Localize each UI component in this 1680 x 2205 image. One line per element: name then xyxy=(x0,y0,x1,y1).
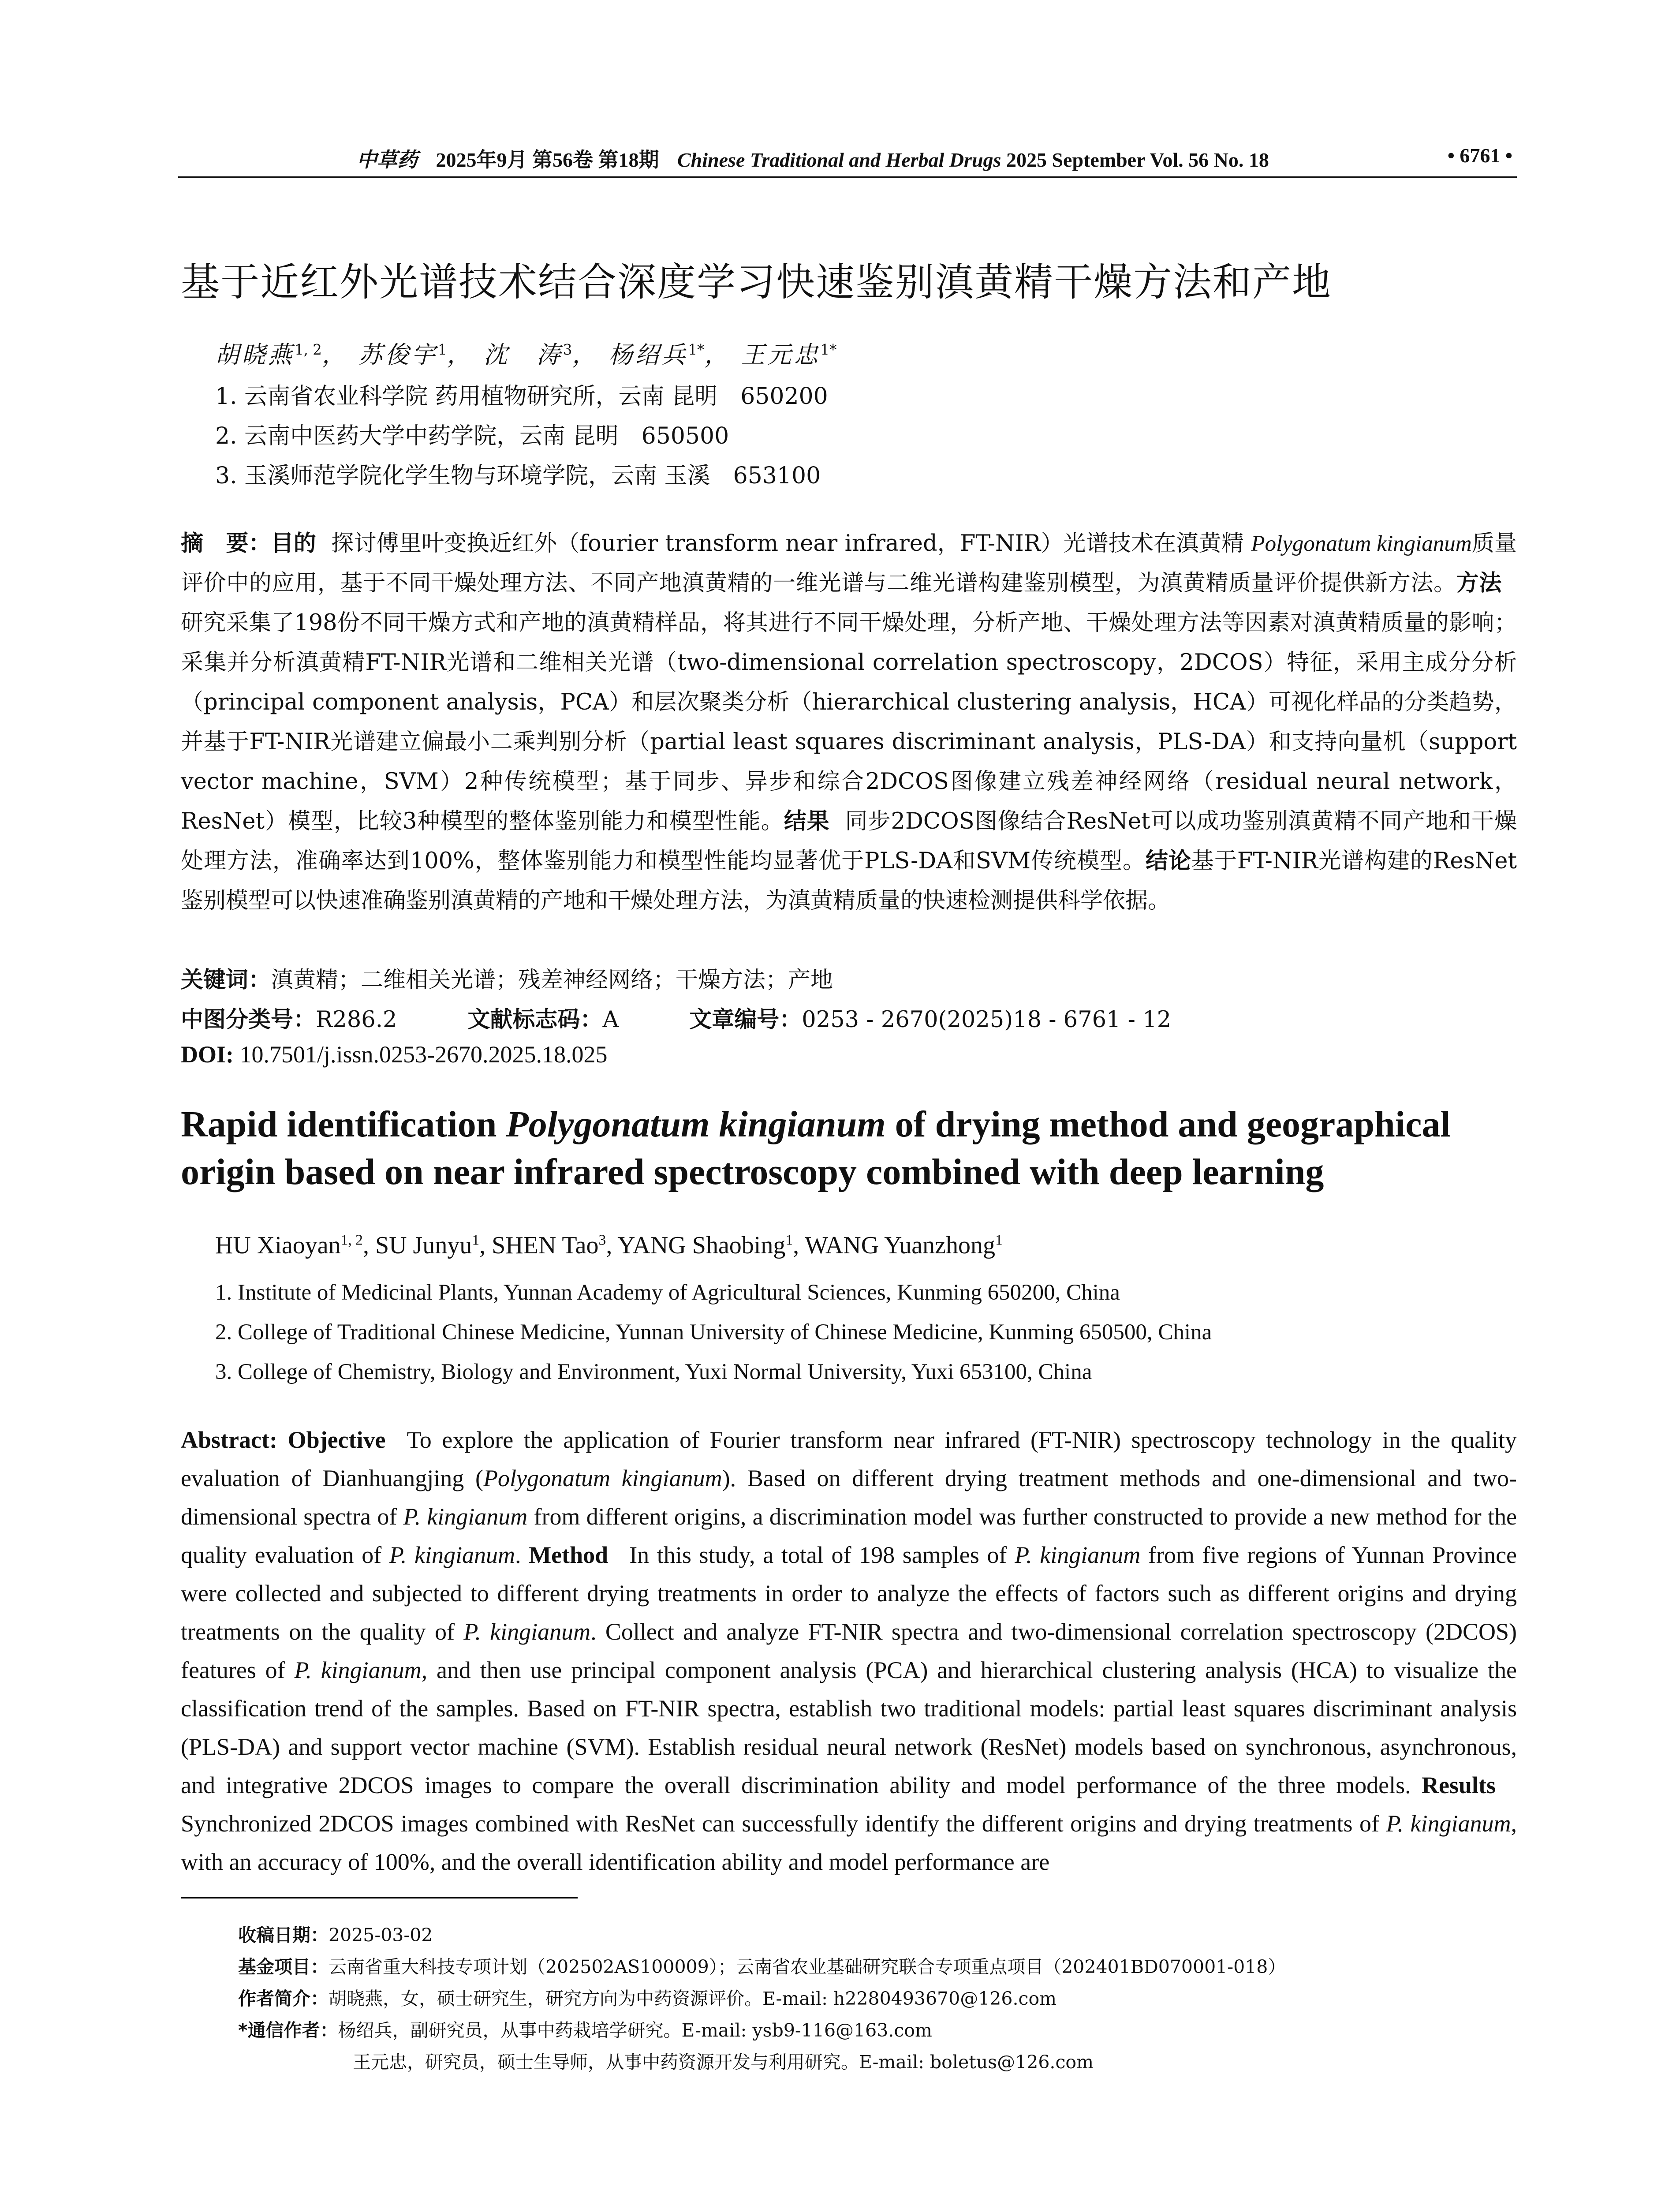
bio-label: 作者简介： xyxy=(238,1988,329,2009)
objective-text-en: from different origins, a discrimination model was further constructed to provide a new method for the quality evaluation of xyxy=(181,1503,1517,1568)
affiliation-en-1: 1. Institute of Medicinal Plants, Yunnan Academy of Agricultural Sciences, Kunming 650200, China xyxy=(215,1280,1120,1305)
author-cn: 沈 涛 xyxy=(483,341,563,369)
latin-name: Polygonatum kingianum xyxy=(483,1465,722,1491)
title-en-part: Rapid identification xyxy=(181,1104,506,1145)
footnote-divider xyxy=(181,1897,578,1899)
latin-name: P. kingianum xyxy=(1386,1810,1511,1837)
bio-value: 胡晓燕，女，硕士研究生，研究方向为中药资源评价。E-mail: h2280493670@126.com xyxy=(329,1988,1057,2009)
journal-name-en: Chinese Traditional and Herbal Drugs xyxy=(677,149,1001,171)
author-en: HU Xiaoyan xyxy=(215,1232,341,1259)
doc-code-value: A xyxy=(602,1007,619,1033)
objective-text-en: ). Based on different drying treatment methods and one-dimensional and two-dimensional spectra of xyxy=(181,1465,1517,1530)
abstract-label-en: Abstract: Objective xyxy=(181,1427,386,1453)
authors-en: HU Xiaoyan$^{1, 2}$, SU Junyu$^1$, SHEN Tao$^3$, YANG Shaobing$^1$, WANG Yuanzhong$^1$ xyxy=(215,1232,1003,1259)
author-bio xyxy=(238,1983,1517,2014)
article-no-label: 文章编号： xyxy=(689,1007,802,1033)
footnotes xyxy=(238,1919,1517,2078)
latin-name: P. kingianum xyxy=(294,1657,422,1683)
method-text-en: In this study, a total of 198 samples of xyxy=(629,1542,1015,1568)
author-cn: 苏俊宇 xyxy=(358,341,438,369)
objective-text-en: . xyxy=(515,1542,521,1568)
author-cn: 王元忠 xyxy=(741,341,821,369)
objective-rest-cn: 质量评价中的应用，基于不同干燥处理方法、不同产地滇黄精的一维光谱与二维光谱构建鉴别模型，为滇黄精质量评价提供新方法。 xyxy=(181,531,1517,596)
running-header-left xyxy=(357,144,1269,173)
results-text-en: , with an accuracy of 100%, and the overall identification ability and model performance are xyxy=(181,1810,1517,1875)
author-affil-sup: 1* xyxy=(688,341,705,358)
affiliation-cn-1: 1. 云南省农业科学院 药用植物研究所，云南 昆明 650200 xyxy=(215,383,828,410)
author-affil-sup: 1, 2 xyxy=(340,1232,363,1248)
author-en: SHEN Tao xyxy=(492,1232,599,1259)
running-header xyxy=(178,144,1517,178)
author-affil-sup: 1 xyxy=(472,1232,480,1248)
author-affil-sup: 1* xyxy=(820,341,837,358)
author-en: YANG Shaobing xyxy=(617,1232,786,1259)
method-label-cn: 方法 xyxy=(1456,570,1502,596)
fund-info xyxy=(238,1951,1517,1983)
results-text-cn: 同步2DCOS图像结合ResNet可以成功鉴别滇黄精不同产地和干燥处理方法，准确率达到100%，整体鉴别能力和模型性能均显著优于PLS-DA和SVM传统模型。 xyxy=(181,808,1517,874)
affiliation-en-2: 2. College of Traditional Chinese Medicine, Yunnan University of Chinese Medicine, Kunming 650500, China xyxy=(215,1320,1212,1345)
objective-text-en: To explore the application of Fourier transform near infrared (FT-NIR) spectroscopy technology in the quality evaluation of Dianhuangjing ( xyxy=(181,1427,1517,1491)
keywords-line xyxy=(181,961,833,994)
author-cn: 杨绍兵 xyxy=(609,341,688,369)
method-text-en: from five regions of Yunnan Province were collected and subjected to different drying treatments in order to analyze the effects of factors such as different origins and drying treatments on the quality of xyxy=(181,1542,1517,1645)
corresponding-author-2: 王元忠，研究员，硕士生导师，从事中药资源开发与利用研究。E-mail: boletus@126.com xyxy=(353,2052,1094,2073)
clc-value: R286.2 xyxy=(316,1007,397,1033)
author-en: WANG Yuanzhong xyxy=(805,1232,996,1259)
author-cn: 胡晓燕 xyxy=(215,341,295,369)
method-text-cn: 研究采集了198份不同干燥方式和产地的滇黄精样品，将其进行不同干燥处理，分析产地、干燥处理方法等因素对滇黄精质量的影响；采集并分析滇黄精FT-NIR光谱和二维相关光谱（two-dimensional correlation spectroscopy，2DCOS）特征，采用主成分分析（principal component analysis，PCA）和层次聚类分析（hierarchical clustering analysis，HCA）可视化样品的分类趋势，并基于FT-NIR光谱建立偏最小二乘判别分析（partial least squares discriminant analysis，PLS-DA）和支持向量机（support vector machine，SVM）2种传统模型；基于同步、异步和综合2DCOS图像建立残差神经网络（residual neural network，ResNet）模型，比较3种模型的整体鉴别能力和模型性能。 xyxy=(181,610,1517,834)
title-en-latin: Polygonatum kingianum xyxy=(506,1104,886,1145)
received-value: 2025-03-02 xyxy=(329,1925,433,1946)
objective-text-cn: 探讨傅里叶变换近红外（fourier transform near infrared，FT-NIR）光谱技术在滇黄精 xyxy=(331,531,1244,557)
doi-value: 10.7501/j.issn.0253-2670.2025.18.025 xyxy=(239,1041,608,1068)
affiliation-cn-3: 3. 玉溪师范学院化学生物与环境学院，云南 玉溪 653100 xyxy=(215,463,821,489)
latin-name: Polygonatum kingianum xyxy=(1251,531,1472,556)
author-affil-sup: 3 xyxy=(563,341,572,358)
doc-code-label: 文献标志码： xyxy=(467,1007,603,1033)
latin-name: P. kingianum xyxy=(463,1618,591,1645)
journal-brand-cn: 中草药 xyxy=(357,148,418,172)
title-cn: 基于近红外光谱技术结合深度学习快速鉴别滇黄精干燥方法和产地 xyxy=(181,259,1332,305)
abstract-en xyxy=(181,1421,1517,1881)
abstract-label-cn: 摘 要： xyxy=(181,531,271,557)
author-affil-sup: 1 xyxy=(437,341,447,358)
results-label-cn: 结果 xyxy=(784,808,830,834)
received-date xyxy=(238,1919,1517,1951)
latin-name: P. kingianum xyxy=(389,1542,515,1568)
page-number: • 6761 • xyxy=(1447,144,1512,167)
article-no-value: 0253 - 2670(2025)18 - 6761 - 12 xyxy=(802,1007,1172,1033)
results-label-en: Results xyxy=(1421,1772,1496,1798)
keywords: 滇黄精；二维相关光谱；残差神经网络；干燥方法；产地 xyxy=(271,967,833,993)
corresponding-author xyxy=(238,2014,1517,2046)
author-affil-sup: 1 xyxy=(995,1232,1003,1248)
received-label: 收稿日期： xyxy=(238,1925,329,1946)
authors-cn: 胡晓燕$^{1, 2}$， 苏俊宇$^1$， 沈 涛$^3$， 杨绍兵$^{1*}$， 王元忠$^{1*}$ xyxy=(215,341,837,369)
conclusion-text-cn: 基于FT-NIR光谱构建的ResNet鉴别模型可以快速准确鉴别滇黄精的产地和干燥处理方法，为滇黄精质量的快速检测提供科学依据。 xyxy=(181,848,1517,914)
author-affil-sup: 1, 2 xyxy=(295,341,322,358)
corr-label: *通信作者： xyxy=(238,2020,338,2041)
latin-name: P. kingianum xyxy=(403,1503,528,1530)
fund-value: 云南省重大科技专项计划（202502AS100009）；云南省农业基础研究联合专项重点项目（202401BD070001-018） xyxy=(329,1956,1286,1977)
author-affil-sup: 1 xyxy=(785,1232,793,1248)
latin-name: P. kingianum xyxy=(1015,1542,1141,1568)
title-en xyxy=(181,1101,1521,1196)
doi-line xyxy=(181,1041,608,1068)
conclusion-label-cn: 结论 xyxy=(1145,848,1191,874)
issue-en: 2025 September Vol. 56 No. 18 xyxy=(1006,149,1269,171)
issue-cn: 2025年9月 第56卷 第18期 xyxy=(436,149,659,171)
classification-line xyxy=(181,1001,1171,1034)
clc-label: 中图分类号： xyxy=(181,1007,316,1033)
fund-label: 基金项目： xyxy=(238,1956,329,1977)
keywords-label: 关键词： xyxy=(181,967,271,993)
objective-label-cn: 目的 xyxy=(271,531,317,557)
corr-value-1: 杨绍兵，副研究员，从事中药栽培学研究。E-mail: ysb9-116@163.com xyxy=(338,2020,932,2041)
abstract-cn xyxy=(181,524,1517,921)
method-text-en: , and then use principal component analysis (PCA) and hierarchical clustering analysis (HCA) to visualize the classification trend of the samples. Based on FT-NIR spectra, establish two traditional models: partial least squares discriminant analysis (PLS-DA) and support vector machine (SVM). Establish residual neural network (ResNet) models based on synchronous, asynchronous, and integrative 2DCOS images to compare the overall discrimination ability and model performance of the three models. xyxy=(181,1657,1517,1798)
affiliation-cn-2: 2. 云南中医药大学中药学院，云南 昆明 650500 xyxy=(215,423,729,449)
author-affil-sup: 3 xyxy=(598,1232,606,1248)
method-label-en: Method xyxy=(529,1542,609,1568)
affiliation-en-3: 3. College of Chemistry, Biology and Environment, Yuxi Normal University, Yuxi 653100, China xyxy=(215,1360,1092,1384)
author-en: SU Junyu xyxy=(375,1232,472,1259)
results-text-en: Synchronized 2DCOS images combined with ResNet can successfully identify the different origins and drying treatments of xyxy=(181,1810,1386,1837)
method-text-en: . Collect and analyze FT-NIR spectra and two-dimensional correlation spectroscopy (2DCOS) features of xyxy=(181,1618,1517,1683)
title-en-part: of drying method and geographical origin based on near infrared spectroscopy combined with deep learning xyxy=(181,1104,1451,1192)
doi-label: DOI: xyxy=(181,1041,234,1068)
